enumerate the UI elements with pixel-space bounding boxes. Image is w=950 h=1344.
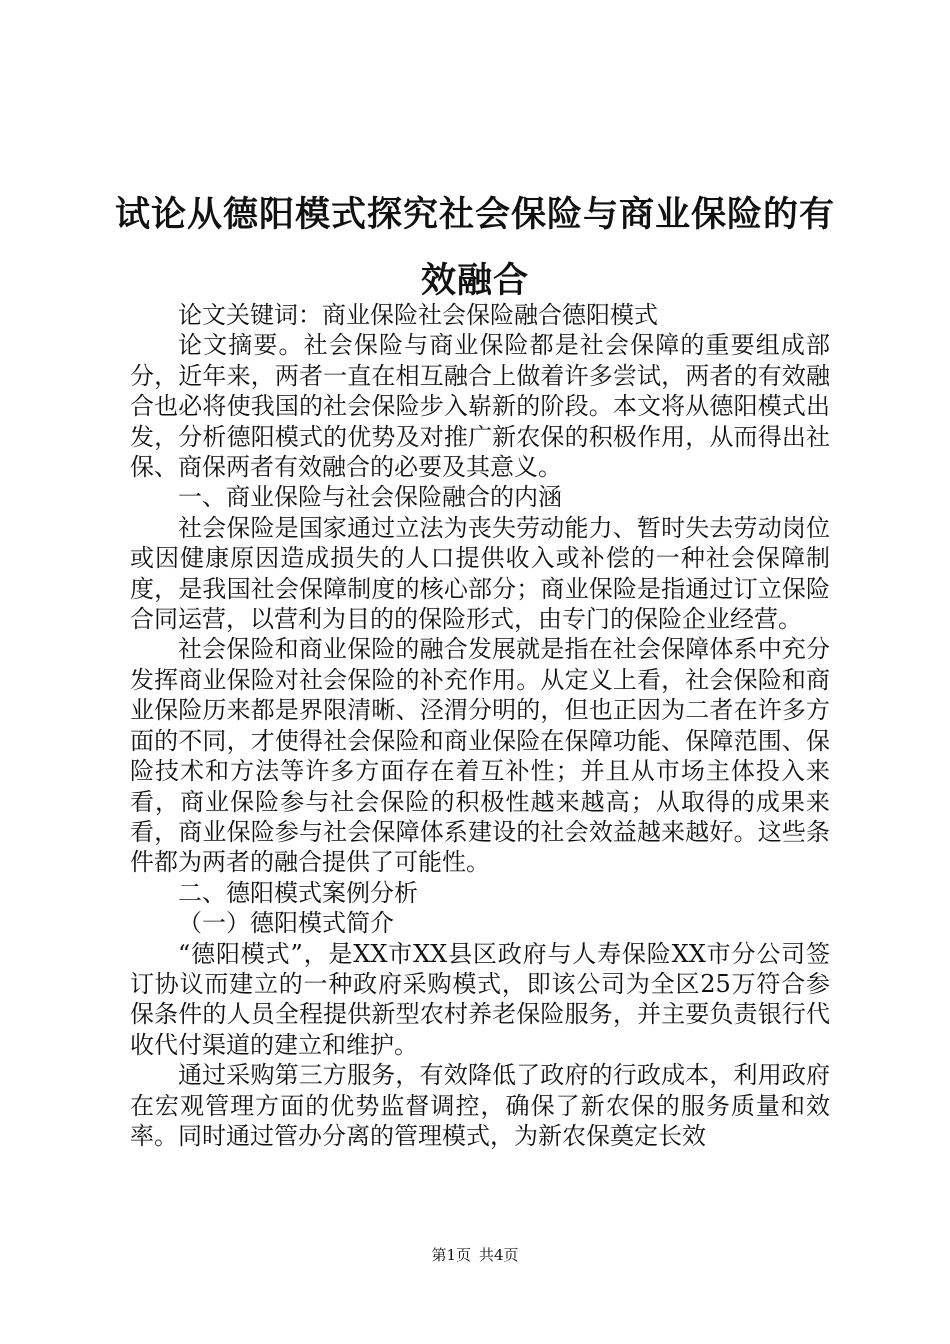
- page-number: 第1页: [431, 1246, 471, 1264]
- page-footer: [0, 1245, 950, 1265]
- body-paragraph: 社会保险是国家通过立法为丧失劳动能力、暂时失去劳动岗位或因健康原因造成损失的人口提供收入或补偿的一种社会保障制度，是我国社会保障制度的核心部分；商业保险是指通过订立保险合同运营，以营利为目的的保险形式，由专门的保险企业经营。: [130, 513, 830, 634]
- section-heading-1: 一、商业保险与社会保险融合的内涵: [178, 483, 562, 512]
- subsection-heading: （一）德阳模式简介: [178, 909, 394, 938]
- keywords-paragraph: 论文关键词：商业保险社会保险融合德阳模式: [178, 301, 658, 329]
- document-body: [130, 300, 830, 1151]
- document-title: 试论从德阳模式探究社会保险与商业保险的有效融合: [114, 194, 835, 301]
- body-paragraph: 社会保险和商业保险的融合发展就是指在社会保障体系中充分发挥商业保险对社会保险的补充作用。从定义上看，社会保险和商业保险历来都是界限清晰、泾渭分明的，但也正因为二者在许多方面的不同，才使得社会保险和商业保险在保障功能、保障范围、保险技术和方法等许多方面存在着互补性；并且从市场主体投入来看，商业保险参与社会保险的积极性越来越高；从取得的成果来看，商业保险参与社会保障体系建设的社会效益越来越好。这些条件都为两者的融合提供了可能性。: [130, 635, 830, 877]
- body-paragraph: “德阳模式”，是XX市XX县区政府与人寿保险XX市分公司签订协议而建立的一种政府采购模式，即该公司为全区25万符合参保条件的人员全程提供新型农村养老保险服务，并主要负责银行代收代付渠道的建立和维护。: [130, 939, 830, 1059]
- body-paragraph: 通过采购第三方服务，有效降低了政府的行政成本，利用政府在宏观管理方面的优势监督调控，确保了新农保的服务质量和效率。同时通过管办分离的管理模式，为新农保奠定长效: [130, 1061, 830, 1150]
- page-total: 共4页: [479, 1246, 519, 1264]
- section-heading-2: 二、德阳模式案例分析: [178, 878, 418, 907]
- abstract-paragraph: 论文摘要。社会保险与商业保险都是社会保障的重要组成部分，近年来，两者一直在相互融合上做着许多尝试，两者的有效融合也必将使我国的社会保险步入崭新的阶段。本文将从德阳模式出发，分析德阳模式的优势及对推广新农保的积极作用，从而得出社保、商保两者有效融合的必要及其意义。: [130, 331, 830, 482]
